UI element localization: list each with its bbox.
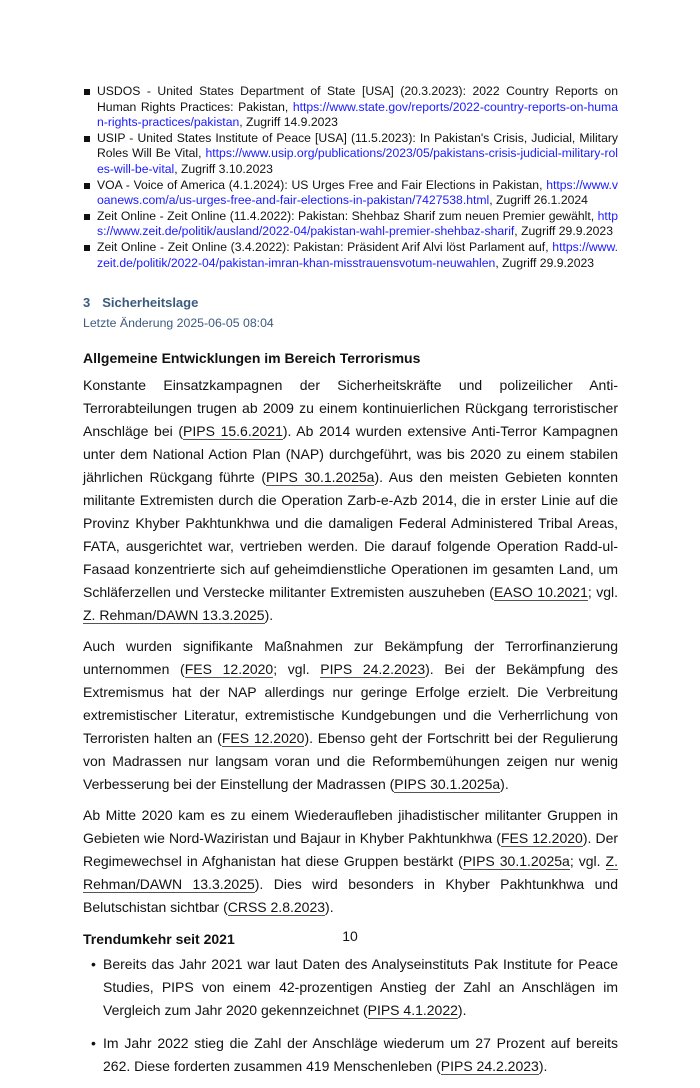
- citation-link[interactable]: EASO 10.2021: [493, 584, 588, 601]
- text-segment: ).: [264, 607, 274, 624]
- page-number: 10: [342, 928, 358, 944]
- text-segment: , Zugriff 26.1.2024: [489, 193, 588, 208]
- reference-link[interactable]: https://www.zeit.de/politik/ausland/2022-04/pakistan-wahl-premier-shehbaz-sharif: [97, 208, 618, 239]
- reference-link[interactable]: https://www.usip.org/publications/2023/05/pakistans-crisis-judicial-military-roles-will-be-vital: [97, 146, 618, 176]
- text-segment: USIP - United States Institute of Peace [USA] (11.5.2023): In Pakistan's Crisis, Judicial, Military Roles Will Be Vital,: [97, 130, 618, 161]
- subheading-terrorism: Allgemeine Entwicklungen im Bereich Terrorismus: [83, 350, 421, 367]
- reference-item: [83, 240, 618, 271]
- text-segment: Im Jahr 2022 stieg die Zahl der Anschläge wiederum um 27 Prozent auf bereits 262. Diese forderten zusammen 419 Menschenleben (: [103, 1035, 618, 1075]
- text-segment: ).: [500, 776, 509, 793]
- body-paragraph: [83, 804, 618, 919]
- text-segment: ). Bei der Bekämpfung des Extremismus hat der NAP allerdings nur geringe Erfolge erzielt. Die Verbreitung extremistischer Literatur, extremistische Kundgebungen und die Verherrlichung von Terroristen halten an (: [83, 661, 618, 747]
- section-title: Sicherheitslage: [102, 295, 199, 311]
- text-segment: ). Dies wird besonders in Khyber Pakhtunkhwa und Belutschistan sichtbar (: [83, 876, 618, 916]
- citation-link[interactable]: PIPS 24.2.2023: [440, 1058, 539, 1075]
- text-segment: ; vgl.: [273, 661, 321, 678]
- body-paragraph: [83, 374, 618, 627]
- text-segment: ; vgl.: [587, 584, 618, 601]
- reference-item: [83, 84, 618, 131]
- text-segment: , Zugriff 14.9.2023: [239, 115, 338, 130]
- reference-link[interactable]: https://www.zeit.de/politik/2022-04/pakistan-imran-khan-misstrauensvotum-neuwahlen: [97, 239, 618, 270]
- citation-link[interactable]: FES 12.2020: [500, 830, 583, 847]
- text-segment: ).: [325, 899, 334, 916]
- citation-link[interactable]: PIPS 24.2.2023: [320, 661, 426, 678]
- text-segment: ).: [538, 1058, 548, 1075]
- citation-link[interactable]: Z. Rehman/DAWN 13.3.2025: [83, 853, 618, 893]
- text-segment: ; vgl.: [569, 853, 606, 870]
- subheading-trend: Trendumkehr seit 2021: [83, 931, 235, 948]
- last-changed: Letzte Änderung 2025-06-05 08:04: [83, 316, 274, 331]
- text-segment: ). Ebenso geht der Fortschritt bei der Regulierung von Madrassen nur langsam voran und die Reformbemühungen zeigen nur wenig Verbesserung bei der Einstellung der Madrassen (: [83, 730, 618, 793]
- text-segment: Ab Mitte 2020 kam es zu einem Wiederaufleben jihadistischer militanter Gruppen in Gebieten wie Nord-Waziristan und Bajaur in Khyber Pakhtunkhwa (: [83, 807, 618, 847]
- citation-link[interactable]: PIPS 30.1.2025a: [394, 776, 501, 793]
- citation-link[interactable]: PIPS 30.1.2025a: [265, 469, 375, 486]
- text-segment: , Zugriff 3.10.2023: [174, 161, 273, 176]
- text-segment: Auch wurden signifikante Maßnahmen zur Bekämpfung der Terrorfinanzierung unternommen (: [83, 638, 618, 678]
- text-segment: VOA - Voice of America (4.1.2024): US Urges Free and Fair Elections in Pakistan,: [97, 177, 547, 192]
- bullet-item: [83, 953, 618, 1022]
- body-paragraph: [83, 635, 618, 796]
- citation-link[interactable]: PIPS 30.1.2025a: [462, 853, 570, 870]
- bullet-item: [83, 1032, 618, 1078]
- citation-link[interactable]: FES 12.2020: [184, 661, 274, 678]
- text-segment: Konstante Einsatzkampagnen der Sicherheitskräfte und polizeilicher Anti-Terrorabteilungen trugen ab 2009 zu einem kontinuierlichen Rückgang terroristischer Anschläge bei (: [83, 377, 618, 440]
- text-segment: ).: [457, 1002, 467, 1019]
- section-heading: [83, 295, 618, 310]
- text-segment: ). Aus den meisten Gebieten konnten militante Extremisten durch die Operation Zarb-e-Azb 2014, die in erster Linie auf die Provinz Khyber Pakhtunkhwa und die damaligen Federal Administered Tribal Areas, FATA, ausgerichtet war, vertrieben werden. Die darauf folgende Operation Radd-ul-Fasaad konzentrierte sich auf geheimdienstliche Operationen im gesamten Land, um Schläferzellen und Verstecke militanter Extremisten auszuheben (: [83, 469, 618, 601]
- section-number: 3: [83, 295, 91, 311]
- citation-link[interactable]: Z. Rehman/DAWN 13.3.2025: [83, 607, 265, 624]
- reference-item: [83, 209, 618, 240]
- reference-item: [83, 178, 618, 209]
- reference-link[interactable]: https://www.state.gov/reports/2022-country-reports-on-human-rights-practices/pakistan: [97, 99, 618, 130]
- text-segment: Zeit Online - Zeit Online (11.4.2022): Pakistan: Shehbaz Sharif zum neuen Premier gewählt,: [97, 208, 598, 223]
- text-segment: USDOS - United States Department of State [USA] (20.3.2023): 2022 Country Reports on Human Rights Practices: Pakistan,: [97, 84, 618, 114]
- bullet-list: [83, 953, 618, 1078]
- text-segment: Zeit Online - Zeit Online (3.4.2022): Pakistan: Präsident Arif Alvi löst Parlament auf,: [97, 239, 553, 254]
- text-segment: , Zugriff 29.9.2023: [514, 224, 613, 239]
- citation-link[interactable]: FES 12.2020: [221, 730, 305, 747]
- text-segment: ). Der Regimewechsel in Afghanistan hat diese Gruppen bestärkt (: [83, 830, 619, 870]
- citation-link[interactable]: CRSS 2.8.2023: [227, 899, 326, 916]
- reference-link[interactable]: https://www.voanews.com/a/us-urges-free-and-fair-elections-in-pakistan/7427538.html: [97, 177, 618, 208]
- citation-link[interactable]: PIPS 15.6.2021: [183, 423, 283, 440]
- text-segment: , Zugriff 29.9.2023: [495, 255, 595, 270]
- reference-list: [83, 84, 618, 271]
- citation-link[interactable]: PIPS 4.1.2022: [367, 1002, 458, 1019]
- reference-item: [83, 131, 618, 178]
- text-segment: ). Ab 2014 wurden extensive Anti-Terror Kampagnen unter dem National Action Plan (NAP) durchgeführt, was bis 2020 zu einem stabilen jährlichen Rückgang führte (: [83, 423, 618, 486]
- text-segment: Bereits das Jahr 2021 war laut Daten des Analyseinstituts Pak Institute for Peace Studies, PIPS von einem 42-prozentigen Anstieg der Zahl an Anschlägen im Vergleich zum Jahr 2020 gekennzeichnet (: [103, 956, 618, 1019]
- paragraphs: [83, 374, 618, 919]
